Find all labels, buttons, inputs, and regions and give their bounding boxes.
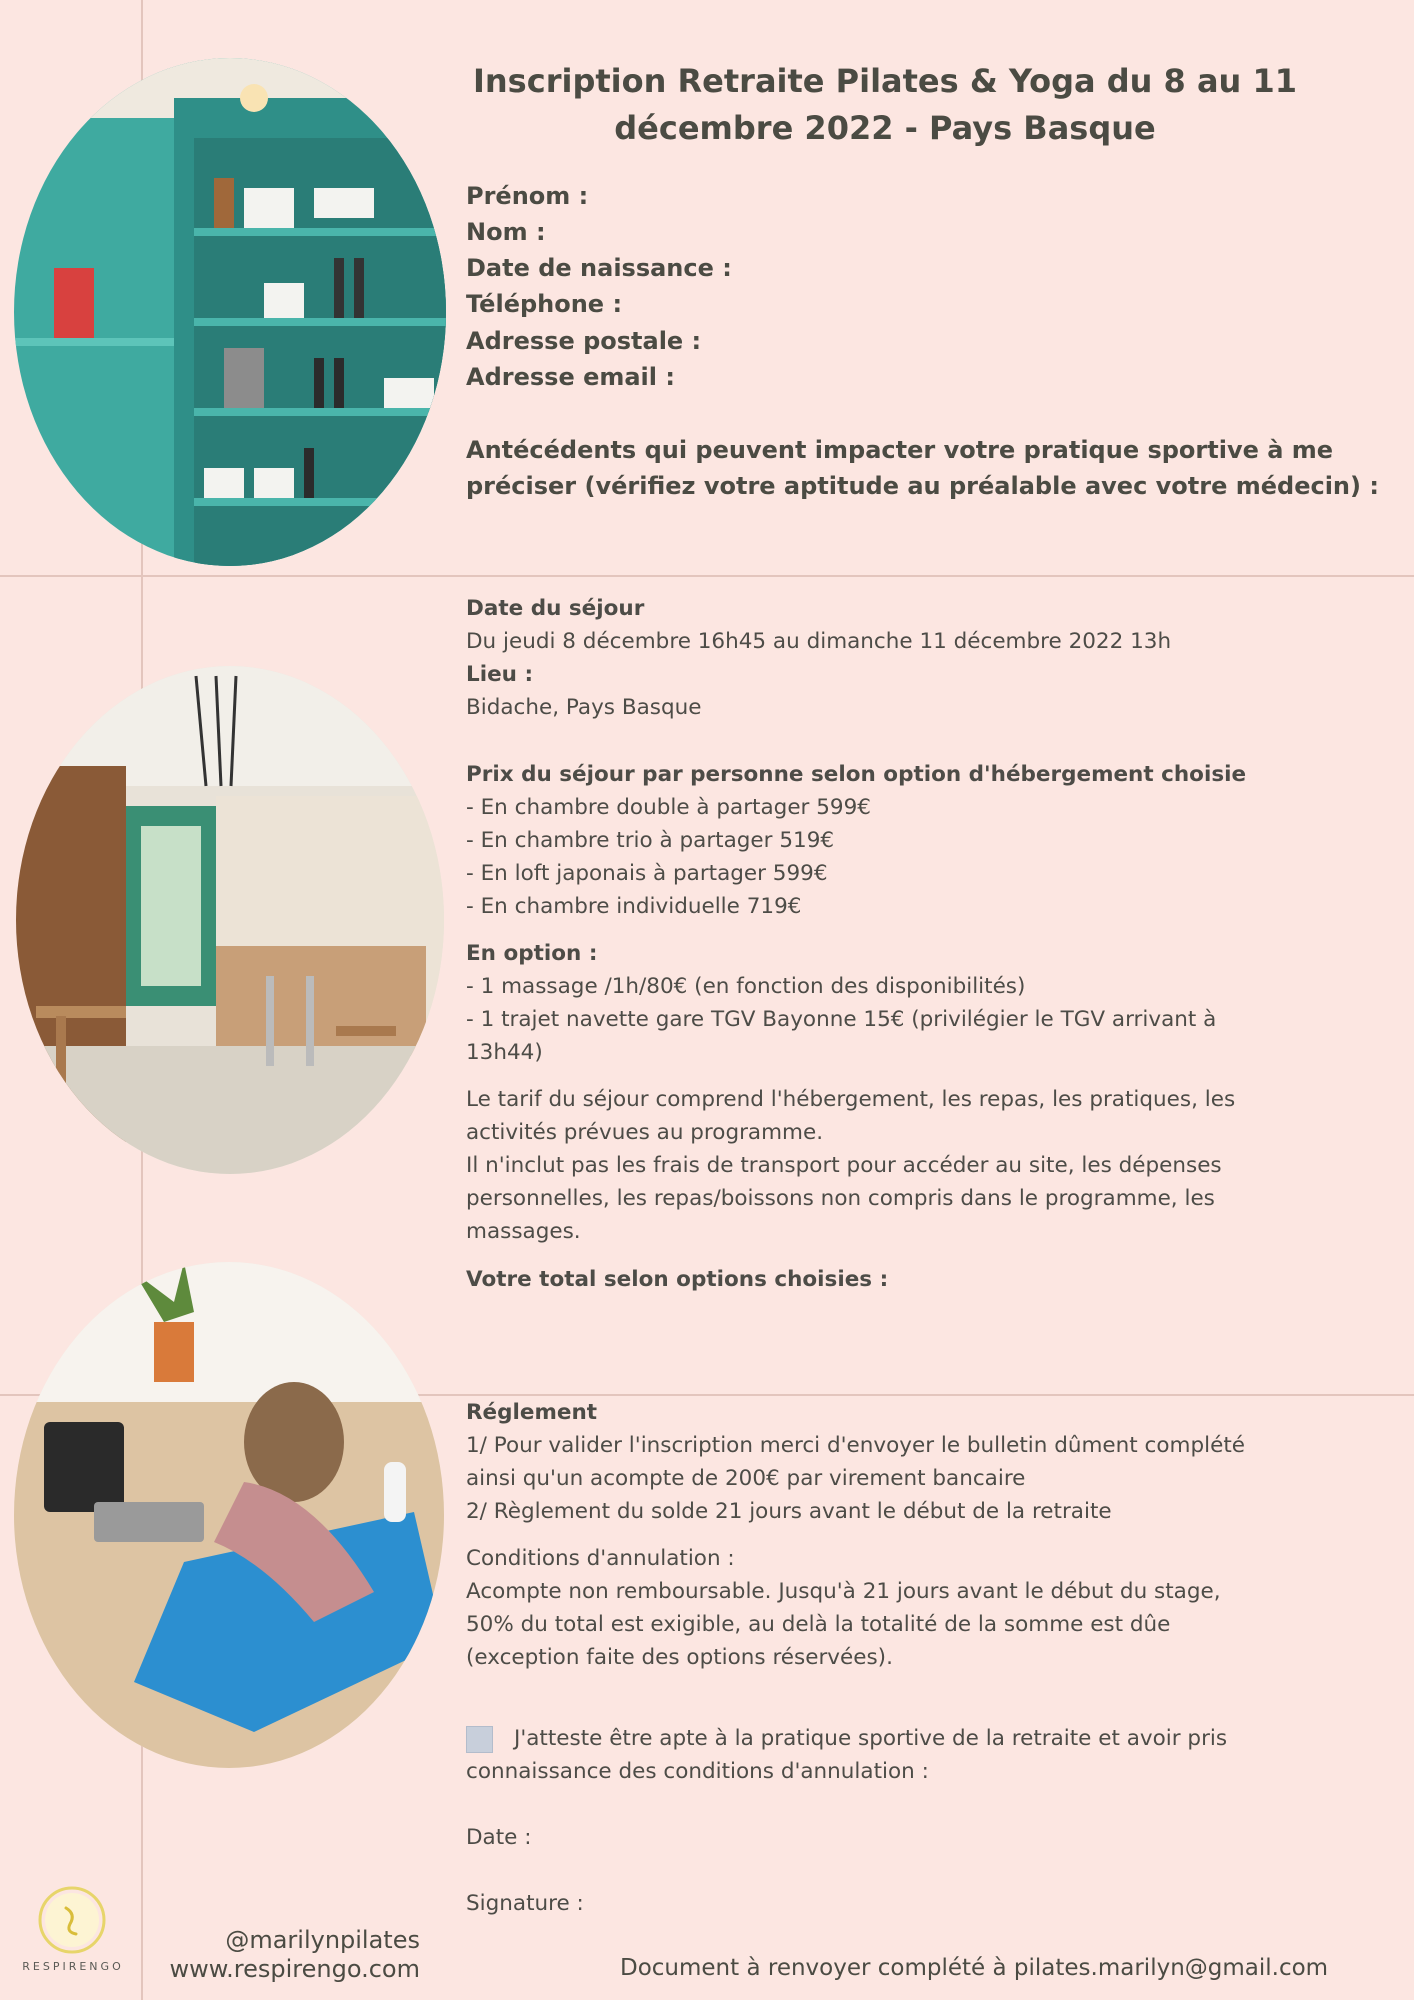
- payment-heading: Réglement: [466, 1400, 598, 1425]
- payment-section: [466, 1396, 1326, 1528]
- tariff-line: personnelles, les repas/boissons non compris dans le programme, les: [466, 1186, 1215, 1211]
- tariff-section: [466, 1083, 1326, 1248]
- stay-details: [466, 592, 1326, 724]
- antecedents-line-1: Antécédents qui peuvent impacter votre pratique sportive à me: [466, 436, 1334, 464]
- logo-text: RESPIRENGO: [22, 1960, 124, 1973]
- horizontal-rule-1: [0, 575, 1414, 577]
- stay-date-heading: Date du séjour: [466, 596, 645, 621]
- pricing-section: [466, 758, 1326, 923]
- cancellation-line: (exception faite des options réservées).: [466, 1645, 893, 1670]
- options-section: [466, 937, 1326, 1069]
- cancellation-line: Acompte non remboursable. Jusqu'à 21 jours avant le début du stage,: [466, 1579, 1221, 1604]
- field-birthdate[interactable]: Date de naissance :: [466, 254, 732, 282]
- antecedents-line-2: préciser (vérifiez votre aptitude au préalable avec votre médecin) :: [466, 472, 1379, 500]
- website-link[interactable]: www.respirengo.com: [169, 1955, 420, 1983]
- stay-place-text: Bidache, Pays Basque: [466, 695, 702, 720]
- tariff-line: Le tarif du séjour comprend l'hébergement, les repas, les pratiques, les: [466, 1087, 1236, 1112]
- stay-place-heading: Lieu :: [466, 662, 534, 687]
- cancellation-line: 50% du total est exigible, au delà la totalité de la somme est dûe: [466, 1612, 1171, 1637]
- field-postal-address[interactable]: Adresse postale :: [466, 327, 702, 355]
- pricing-item: - En chambre trio à partager 519€: [466, 828, 835, 853]
- cancellation-heading: Conditions d'annulation :: [466, 1546, 735, 1571]
- attest-text: [466, 1722, 1326, 1788]
- tariff-line: Il n'inclut pas les frais de transport pour accéder au site, les dépenses: [466, 1153, 1222, 1178]
- option-item: 13h44): [466, 1040, 543, 1065]
- photo-restaurant-interior: [16, 666, 444, 1174]
- option-item: - 1 massage /1h/80€ (en fonction des disponibilités): [466, 974, 1026, 999]
- field-lastname[interactable]: Nom :: [466, 218, 546, 246]
- stay-date-text: Du jeudi 8 décembre 16h45 au dimanche 11 décembre 2022 13h: [466, 629, 1172, 654]
- signature-label[interactable]: Signature :: [466, 1891, 584, 1916]
- field-firstname[interactable]: Prénom :: [466, 182, 589, 210]
- page-title: Inscription Retraite Pilates & Yoga du 8 au 11 décembre 2022 - Pays Basque: [472, 62, 1297, 147]
- pricing-heading: Prix du séjour par personne selon option d'hébergement choisie: [466, 762, 1247, 787]
- pricing-item: - En loft japonais à partager 599€: [466, 861, 828, 886]
- photo-yoga-laptop: [14, 1262, 444, 1768]
- photo-teal-shelves: [14, 58, 446, 566]
- pricing-item: - En chambre individuelle 719€: [466, 894, 802, 919]
- attest-line-1: J'atteste être apte à la pratique sportive de la retraite et avoir pris: [514, 1726, 1228, 1751]
- tariff-line: massages.: [466, 1219, 581, 1244]
- attest-line-2: connaissance des conditions d'annulation :: [466, 1759, 929, 1784]
- tariff-line: activités prévues au programme.: [466, 1120, 824, 1145]
- instagram-handle[interactable]: @marilynpilates: [225, 1926, 420, 1954]
- pricing-item: - En chambre double à partager 599€: [466, 795, 871, 820]
- footer-note: Document à renvoyer complété à pilates.marilyn@gmail.com: [620, 1955, 1329, 1981]
- field-email[interactable]: Adresse email :: [466, 363, 675, 391]
- total-label[interactable]: Votre total selon options choisies :: [466, 1267, 889, 1292]
- payment-line: 2/ Règlement du solde 21 jours avant le début de la retraite: [466, 1499, 1112, 1524]
- cancellation-section: [466, 1542, 1326, 1674]
- field-phone[interactable]: Téléphone :: [466, 290, 623, 318]
- options-heading: En option :: [466, 941, 598, 966]
- respirengo-logo: [36, 1884, 108, 1956]
- date-label[interactable]: Date :: [466, 1825, 532, 1850]
- payment-line: 1/ Pour valider l'inscription merci d'envoyer le bulletin dûment complété: [466, 1433, 1245, 1458]
- payment-line: ainsi qu'un acompte de 200€ par virement bancaire: [466, 1466, 1026, 1491]
- option-item: - 1 trajet navette gare TGV Bayonne 15€ (privilégier le TGV arrivant à: [466, 1007, 1217, 1032]
